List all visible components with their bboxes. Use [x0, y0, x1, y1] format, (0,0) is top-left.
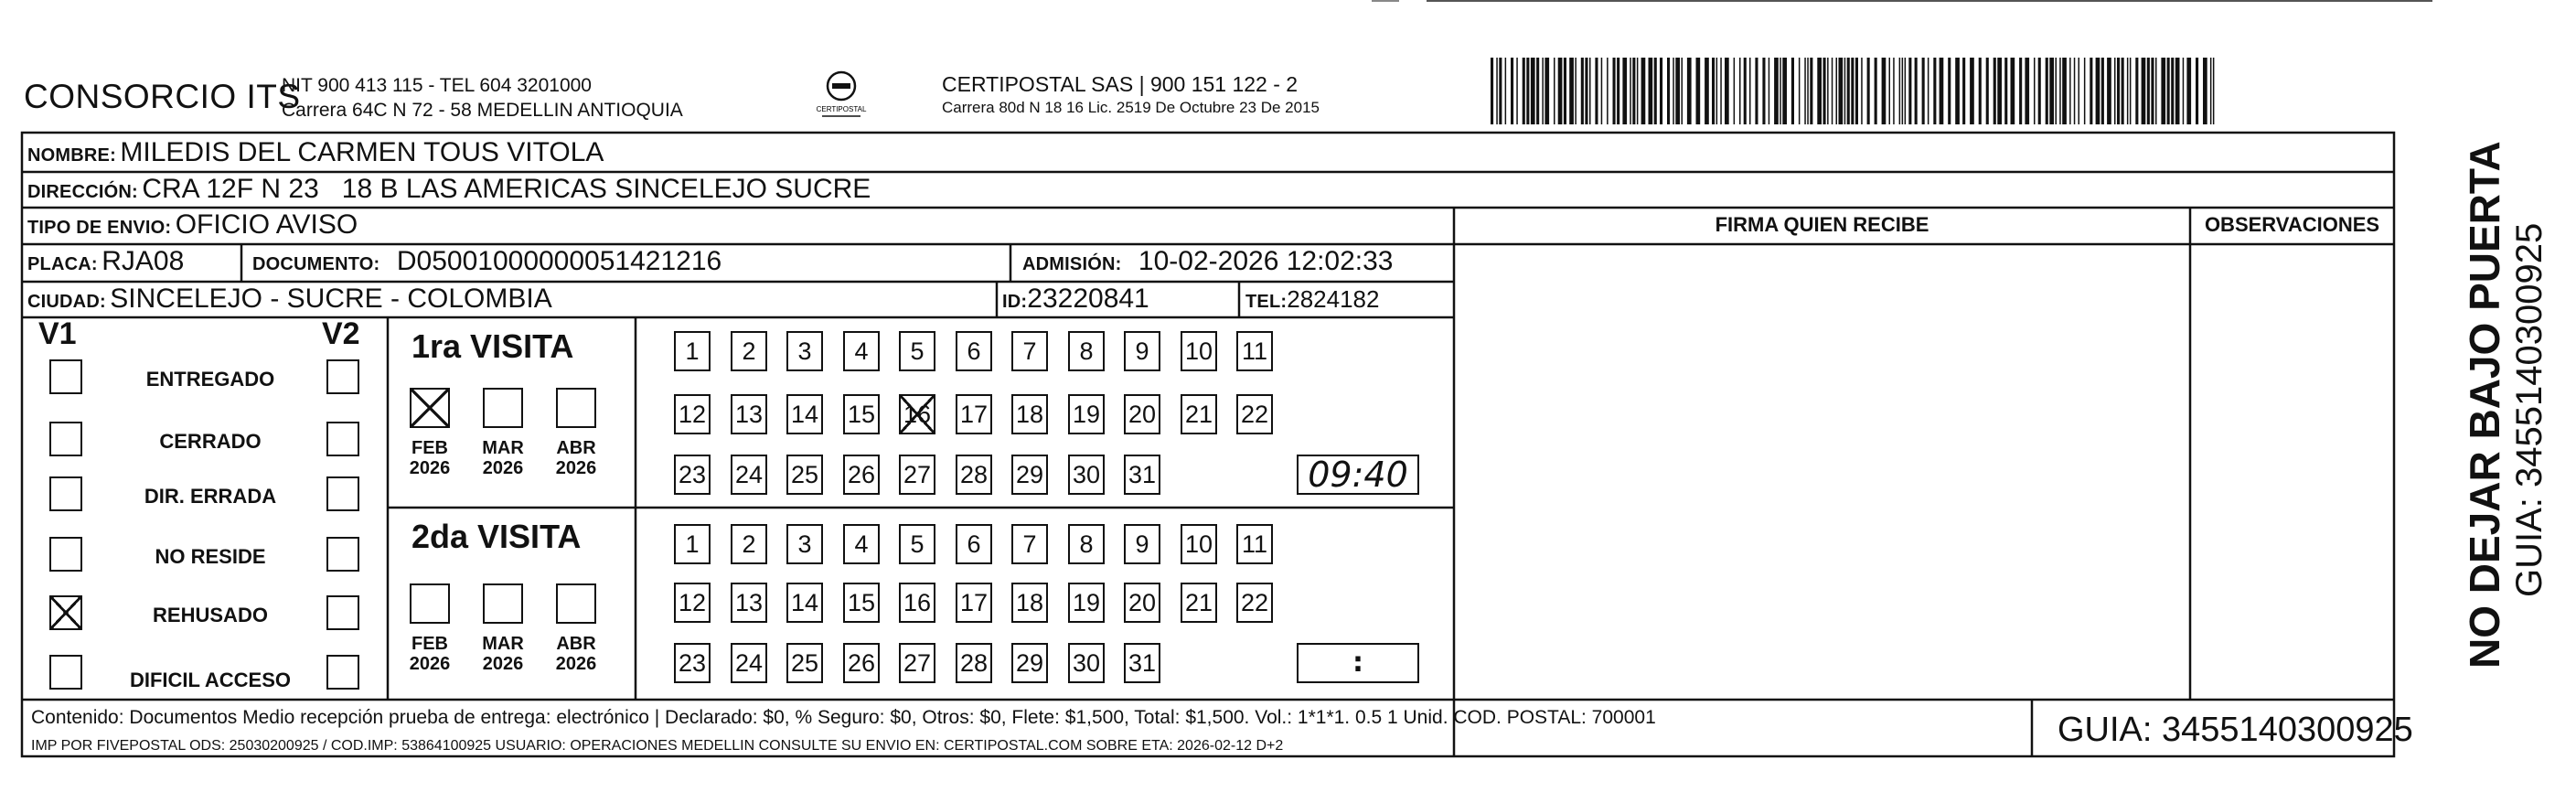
- tipo-label: TIPO DE ENVIO:: [27, 218, 172, 238]
- month-year: 2026: [555, 458, 597, 478]
- month-label: [476, 634, 530, 674]
- day-box[interactable]: 25: [786, 643, 823, 683]
- month-label: [402, 634, 457, 674]
- day-box[interactable]: 27: [899, 643, 935, 683]
- day-box[interactable]: 11: [1236, 331, 1273, 371]
- firma-header: FIRMA QUIEN RECIBE: [1715, 213, 1929, 236]
- day-box[interactable]: 18: [1011, 394, 1048, 434]
- day-box[interactable]: 6: [956, 524, 992, 564]
- status-v1-checkbox[interactable]: [49, 537, 82, 572]
- day-box[interactable]: 24: [731, 455, 767, 495]
- tel-value: 2824182: [1287, 285, 1380, 313]
- direccion-label: DIRECCIÓN:: [27, 182, 138, 202]
- day-box[interactable]: 4: [843, 331, 880, 371]
- day-box[interactable]: 26: [843, 455, 880, 495]
- status-label: NO RESIDE: [155, 545, 266, 568]
- day-box[interactable]: 14: [786, 394, 823, 434]
- visit2-time: :: [1297, 643, 1419, 683]
- status-label: ENTREGADO: [145, 368, 275, 391]
- day-box[interactable]: 10: [1181, 331, 1217, 371]
- status-v2-checkbox[interactable]: [326, 595, 359, 630]
- day-box[interactable]: 29: [1011, 643, 1048, 683]
- tipo-row: [27, 209, 358, 241]
- ciudad-value: SINCELEJO - SUCRE - COLOMBIA: [110, 284, 552, 314]
- status-v1-checkbox[interactable]: [49, 476, 82, 511]
- tipo-value: OFICIO AVISO: [175, 209, 358, 240]
- brand-name: CONSORCIO ITS: [24, 78, 301, 115]
- footer-content: Contenido: Documentos Medio recepción prueba de entrega: electrónico | Declarado: $0, % Seguro: $0, Otros: $0, Flete: $1,500, Total: $1,500. Vol.: 1*1*1. 0.5 1 Unid. COD. POSTAL: 700001: [31, 707, 1656, 728]
- visit1-title: 1ra VISITA: [412, 327, 574, 365]
- month-checkbox[interactable]: [410, 583, 450, 624]
- placa-cell: [27, 246, 184, 277]
- month-name: FEB: [412, 438, 448, 458]
- day-box[interactable]: 8: [1068, 331, 1105, 371]
- status-v1-checkbox[interactable]: [49, 655, 82, 690]
- day-box[interactable]: 13: [731, 583, 767, 623]
- status-v2-checkbox[interactable]: [326, 359, 359, 394]
- footer-imp: IMP POR FIVEPOSTAL ODS: 25030200925 / COD.IMP: 53864100925 USUARIO: OPERACIONES MEDELLIN CONSULTE SU ENVIO EN: CERTIPOSTAL.COM SOBRE ETA: 2026-02-12 D+2: [31, 738, 1284, 754]
- admision-label: ADMISIÓN:: [1022, 254, 1122, 274]
- day-box[interactable]: 31: [1124, 643, 1160, 683]
- month-name: ABR: [556, 634, 596, 654]
- day-box[interactable]: 6: [956, 331, 992, 371]
- day-box[interactable]: 31: [1124, 455, 1160, 495]
- status-v1-checkbox[interactable]: [49, 422, 82, 456]
- status-label: DIFICIL ACCESO: [129, 669, 291, 691]
- side-guia: GUIA: 3455140300925: [2509, 222, 2549, 597]
- day-box[interactable]: 20: [1124, 394, 1160, 434]
- nombre-value: MILEDIS DEL CARMEN TOUS VITOLA: [120, 137, 604, 167]
- nombre-label: NOMBRE:: [27, 145, 116, 166]
- month-year: 2026: [482, 654, 524, 674]
- ciudad-label: CIUDAD:: [27, 292, 106, 312]
- id-cell: [1002, 284, 1149, 315]
- day-box[interactable]: 2: [731, 331, 767, 371]
- month-label: [476, 438, 530, 478]
- day-box[interactable]: 20: [1124, 583, 1160, 623]
- admision-cell: [1022, 246, 1394, 277]
- month-year: 2026: [409, 458, 451, 478]
- nit-line: NIT 900 413 115 - TEL 604 3201000: [282, 75, 592, 96]
- documento-label: DOCUMENTO:: [252, 254, 380, 274]
- month-checkbox[interactable]: [556, 388, 596, 428]
- day-box[interactable]: 13: [731, 394, 767, 434]
- day-box[interactable]: 7: [1011, 524, 1048, 564]
- day-box[interactable]: 29: [1011, 455, 1048, 495]
- month-label: [402, 438, 457, 478]
- footer-guia: GUIA: 3455140300925: [2058, 711, 2413, 749]
- day-box[interactable]: 30: [1068, 643, 1105, 683]
- month-name: MAR: [482, 634, 524, 654]
- day-box[interactable]: 7: [1011, 331, 1048, 371]
- day-box[interactable]: 22: [1236, 394, 1273, 434]
- month-label: [549, 634, 604, 674]
- day-box[interactable]: 19: [1068, 583, 1105, 623]
- month-year: 2026: [555, 654, 597, 674]
- day-box[interactable]: 17: [956, 583, 992, 623]
- day-box[interactable]: 5: [899, 524, 935, 564]
- month-checkbox[interactable]: [483, 583, 523, 624]
- placa-value: RJA08: [102, 246, 185, 276]
- v2-header: V2: [322, 316, 360, 351]
- month-year: 2026: [409, 654, 451, 674]
- day-box[interactable]: 1: [674, 524, 711, 564]
- day-box[interactable]: 16: [899, 394, 935, 434]
- observaciones-header: OBSERVACIONES: [2204, 213, 2380, 236]
- month-year: 2026: [482, 458, 524, 478]
- month-checkbox[interactable]: [410, 388, 450, 428]
- day-box[interactable]: 2: [731, 524, 767, 564]
- status-v1-checkbox[interactable]: [49, 595, 82, 630]
- day-box[interactable]: 9: [1124, 524, 1160, 564]
- day-box[interactable]: 3: [786, 524, 823, 564]
- address-line: Carrera 64C N 72 - 58 MEDELLIN ANTIOQUIA: [282, 100, 683, 121]
- day-box[interactable]: 3: [786, 331, 823, 371]
- month-checkbox[interactable]: [556, 583, 596, 624]
- cert-line1: CERTIPOSTAL SAS | 900 151 122 - 2: [942, 72, 1299, 96]
- day-box[interactable]: 15: [843, 583, 880, 623]
- day-box[interactable]: 30: [1068, 455, 1105, 495]
- day-box[interactable]: 4: [843, 524, 880, 564]
- day-box[interactable]: 10: [1181, 524, 1217, 564]
- month-checkbox[interactable]: [483, 388, 523, 428]
- visit2-title: 2da VISITA: [412, 518, 582, 555]
- status-label: CERRADO: [159, 430, 262, 453]
- status-v2-checkbox[interactable]: [326, 655, 359, 690]
- id-value: 23220841: [1027, 284, 1149, 314]
- tel-label: TEL:: [1245, 292, 1288, 312]
- day-box[interactable]: 24: [731, 643, 767, 683]
- day-box[interactable]: 5: [899, 331, 935, 371]
- day-box[interactable]: 25: [786, 455, 823, 495]
- placa-label: PLACA:: [27, 254, 98, 274]
- day-box[interactable]: 28: [956, 643, 992, 683]
- status-v2-checkbox[interactable]: [326, 537, 359, 572]
- documento-cell: [252, 246, 721, 277]
- no-dejar-warning: NO DEJAR BAJO PUERTA: [2461, 141, 2508, 669]
- status-v1-checkbox[interactable]: [49, 359, 82, 394]
- day-box[interactable]: 21: [1181, 583, 1217, 623]
- direccion-value: CRA 12F N 23 18 B LAS AMERICAS SINCELEJO SUCRE: [142, 174, 871, 204]
- day-box[interactable]: 18: [1011, 583, 1048, 623]
- cert-logo-text: CERTIPOSTAL: [816, 105, 867, 113]
- day-box[interactable]: 16: [899, 583, 935, 623]
- status-v2-checkbox[interactable]: [326, 422, 359, 456]
- day-box[interactable]: 9: [1124, 331, 1160, 371]
- month-label: [549, 438, 604, 478]
- day-box[interactable]: 1: [674, 331, 711, 371]
- day-box[interactable]: 12: [674, 394, 711, 434]
- month-name: MAR: [482, 438, 524, 458]
- cert-line2: Carrera 80d N 18 16 Lic. 2519 De Octubre 23 De 2015: [942, 99, 1320, 116]
- day-box[interactable]: 23: [674, 643, 711, 683]
- day-box[interactable]: 12: [674, 583, 711, 623]
- visit1-time: 09:40: [1297, 455, 1419, 495]
- day-box[interactable]: 11: [1236, 524, 1273, 564]
- tel-cell: [1245, 285, 1379, 314]
- nombre-row: [27, 137, 604, 168]
- ciudad-cell: [27, 284, 552, 315]
- direccion-row: [27, 174, 871, 205]
- day-box[interactable]: 27: [899, 455, 935, 495]
- status-label: REHUSADO: [153, 604, 268, 626]
- day-box[interactable]: 22: [1236, 583, 1273, 623]
- month-name: ABR: [556, 438, 596, 458]
- status-label: DIR. ERRADA: [144, 485, 277, 508]
- admision-value: 10-02-2026 12:02:33: [1138, 246, 1394, 276]
- day-box[interactable]: 21: [1181, 394, 1217, 434]
- day-box[interactable]: 17: [956, 394, 992, 434]
- day-box[interactable]: 15: [843, 394, 880, 434]
- v1-header: V1: [38, 316, 77, 351]
- day-box[interactable]: 19: [1068, 394, 1105, 434]
- status-v2-checkbox[interactable]: [326, 476, 359, 511]
- day-box[interactable]: 14: [786, 583, 823, 623]
- day-box[interactable]: 28: [956, 455, 992, 495]
- month-name: FEB: [412, 634, 448, 654]
- day-box[interactable]: 8: [1068, 524, 1105, 564]
- documento-value: D05001000000051421216: [396, 246, 722, 276]
- day-box[interactable]: 26: [843, 643, 880, 683]
- day-box[interactable]: 23: [674, 455, 711, 495]
- id-label: ID:: [1002, 292, 1028, 312]
